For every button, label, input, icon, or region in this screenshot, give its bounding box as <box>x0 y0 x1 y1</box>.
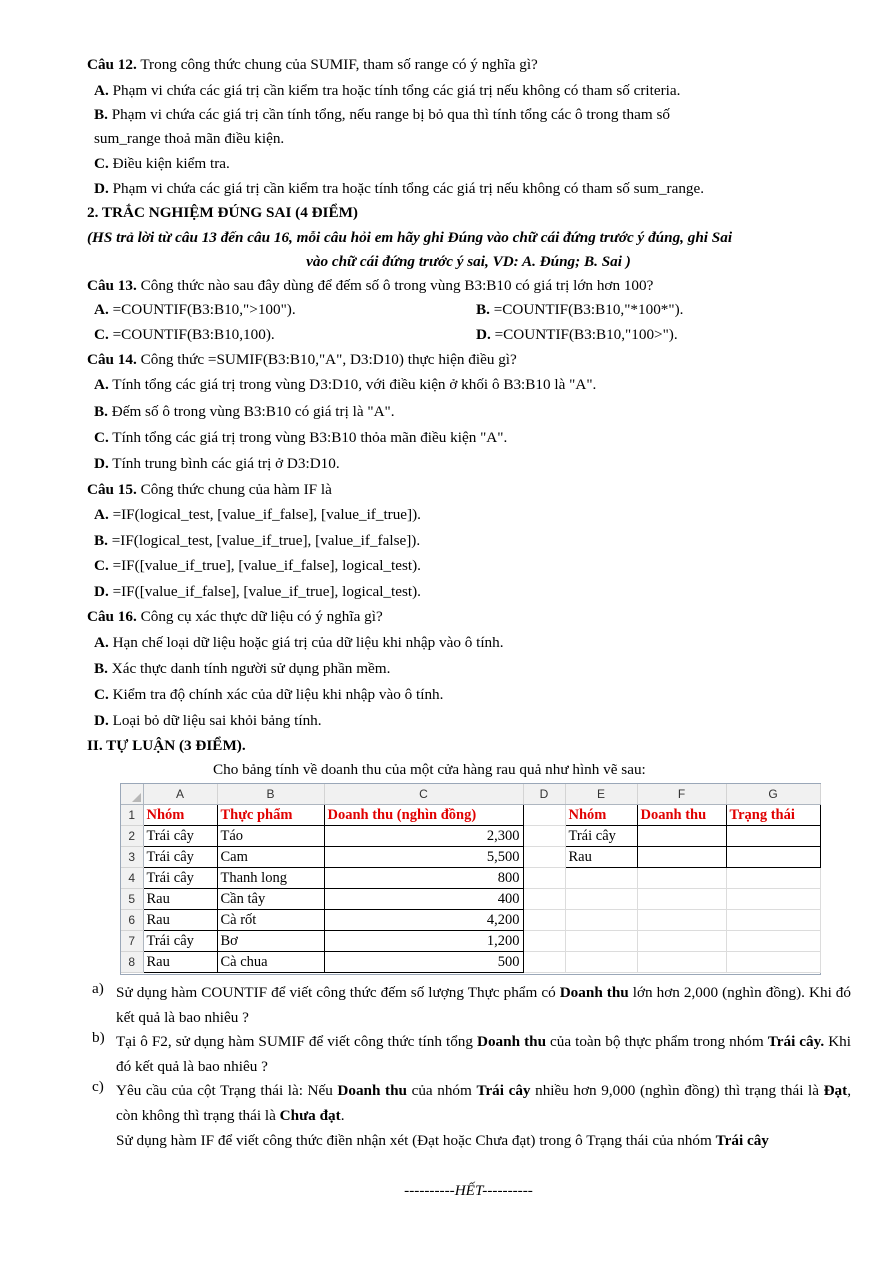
cell-c2[interactable]: 2,300 <box>324 826 523 847</box>
cell-a5[interactable]: Rau <box>143 889 217 910</box>
task-b-text: Tại ô F2, sử dụng hàm SUMIF để viết công thức tính tổng Doanh thu của toàn bộ thực phẩm trong nhóm Trái cây. Khi đó kết quả là bao nhiêu ? <box>116 1033 851 1075</box>
cell-g5[interactable] <box>726 889 820 910</box>
cell-b2[interactable]: Táo <box>217 826 324 847</box>
cell-f2[interactable] <box>637 826 726 847</box>
q16-option-d: D. Loại bỏ dữ liệu sai khỏi bảng tính. <box>94 712 322 729</box>
section-2-title: 2. TRẮC NGHIỆM ĐÚNG SAI (4 ĐIỂM) <box>87 204 358 221</box>
cell-b3[interactable]: Cam <box>217 847 324 868</box>
cell-g4[interactable] <box>726 868 820 889</box>
row-header[interactable]: 6 <box>121 910 143 931</box>
cell-e8[interactable] <box>565 952 637 973</box>
cell-a6[interactable]: Rau <box>143 910 217 931</box>
table-row <box>121 868 820 889</box>
cell-d8[interactable] <box>523 952 565 973</box>
task-c-text: Yêu cầu của cột Trạng thái là: Nếu Doanh thu của nhóm Trái cây nhiều hơn 9,000 (nghìn đồng) thì trạng thái là Đạt, còn không thì trạng thái là Chưa đạt. <box>116 1082 851 1124</box>
column-header-row <box>121 784 820 805</box>
task-a-label: a) <box>92 980 104 997</box>
cell-d3[interactable] <box>523 847 565 868</box>
cell-c3[interactable]: 5,500 <box>324 847 523 868</box>
question-15: Câu 15. Công thức chung của hàm IF là <box>87 481 332 498</box>
cell-g3[interactable] <box>726 847 820 868</box>
cell-a7[interactable]: Trái cây <box>143 931 217 952</box>
cell-b5[interactable]: Cần tây <box>217 889 324 910</box>
cell-d4[interactable] <box>523 868 565 889</box>
q15-option-d: D. =IF([value_if_false], [value_if_true], logical_test). <box>94 583 421 600</box>
cell-d1[interactable] <box>523 805 565 826</box>
cell-g2[interactable] <box>726 826 820 847</box>
question-13: Câu 13. Công thức nào sau đây dùng để đếm số ô trong vùng B3:B10 có giá trị lớn hơn 100? <box>87 277 654 294</box>
part-2-title: II. TỰ LUẬN (3 ĐIỂM). <box>87 737 246 754</box>
task-a-text: Sử dụng hàm COUNTIF để viết công thức đếm số lượng Thực phẩm có Doanh thu lớn hơn 2,000 (nghìn đồng). Khi đó kết quả là bao nhiêu ? <box>116 984 851 1026</box>
cell-c4[interactable]: 800 <box>324 868 523 889</box>
row-header[interactable]: 4 <box>121 868 143 889</box>
q12-option-b-cont: sum_range thoả mãn điều kiện. <box>94 130 285 147</box>
q12-option-b: B. Phạm vi chứa các giá trị cần tính tổng, nếu range bị bỏ qua thì tính tổng các ô trong tham số <box>94 106 670 123</box>
cell-g1[interactable]: Trạng thái <box>726 805 820 826</box>
question-12-text: Trong công thức chung của SUMIF, tham số range có ý nghĩa gì? <box>136 56 538 73</box>
row-header[interactable]: 5 <box>121 889 143 910</box>
row-header[interactable]: 2 <box>121 826 143 847</box>
q14-option-d: D. Tính trung bình các giá trị ở D3:D10. <box>94 455 340 472</box>
q15-option-c: C. =IF([value_if_true], [value_if_false], logical_test). <box>94 557 421 574</box>
column-header-g[interactable]: G <box>726 784 820 805</box>
cell-g8[interactable] <box>726 952 820 973</box>
cell-c5[interactable]: 400 <box>324 889 523 910</box>
cell-b4[interactable]: Thanh long <box>217 868 324 889</box>
end-marker: ----------HẾT---------- <box>404 1182 533 1199</box>
cell-c8[interactable]: 500 <box>324 952 523 973</box>
cell-f5[interactable] <box>637 889 726 910</box>
q12-option-d: D. Phạm vi chứa các giá trị cần kiểm tra hoặc tính tổng các giá trị nếu không có tham số sum_range. <box>94 180 705 197</box>
table-row <box>121 910 820 931</box>
cell-g6[interactable] <box>726 910 820 931</box>
q13-option-d: D. =COUNTIF(B3:B10,"100>"). <box>476 326 678 343</box>
q15-option-a: A. =IF(logical_test, [value_if_false], [value_if_true]). <box>94 506 421 523</box>
cell-a3[interactable]: Trái cây <box>143 847 217 868</box>
question-12 <box>87 56 538 74</box>
q14-option-c: C. Tính tổng các giá trị trong vùng B3:B10 thỏa mãn điều kiện "A". <box>94 429 508 446</box>
cell-f3[interactable] <box>637 847 726 868</box>
section-2-note-line2: vào chữ cái đứng trước ý sai, VD: A. Đúng; B. Sai ) <box>306 253 631 270</box>
q14-option-b: B. Đếm số ô trong vùng B3:B10 có giá trị là "A". <box>94 403 395 420</box>
table-row <box>121 805 820 826</box>
cell-d5[interactable] <box>523 889 565 910</box>
spreadsheet-image <box>120 783 821 975</box>
cell-c1[interactable]: Doanh thu (nghìn đồng) <box>324 805 523 826</box>
table-row <box>121 952 820 973</box>
cell-e4[interactable] <box>565 868 637 889</box>
row-header[interactable]: 7 <box>121 931 143 952</box>
q13-option-a: A. =COUNTIF(B3:B10,">100"). <box>94 301 296 318</box>
cell-e1[interactable]: Nhóm <box>565 805 637 826</box>
cell-e3[interactable]: Rau <box>565 847 637 868</box>
cell-a4[interactable]: Trái cây <box>143 868 217 889</box>
cell-a8[interactable]: Rau <box>143 952 217 973</box>
question-14: Câu 14. Công thức =SUMIF(B3:B10,"A", D3:D10) thực hiện điều gì? <box>87 351 517 368</box>
row-header[interactable]: 3 <box>121 847 143 868</box>
q12-option-a: A. Phạm vi chứa các giá trị cần kiểm tra hoặc tính tổng các giá trị nếu không có tham số criteria. <box>94 82 681 99</box>
task-c-label: c) <box>92 1078 104 1095</box>
cell-b1[interactable]: Thực phẩm <box>217 805 324 826</box>
table-row <box>121 931 820 952</box>
q16-option-c: C. Kiểm tra độ chính xác của dữ liệu khi nhập vào ô tính. <box>94 686 444 703</box>
table-row <box>121 889 820 910</box>
column-header-e[interactable]: E <box>565 784 637 805</box>
task-c-text-2: Sử dụng hàm IF để viết công thức điền nhận xét (Đạt hoặc Chưa đạt) trong ô Trạng thái của nhóm Trái cây <box>116 1132 769 1149</box>
cell-d7[interactable] <box>523 931 565 952</box>
cell-c6[interactable]: 4,200 <box>324 910 523 931</box>
row-header[interactable]: 8 <box>121 952 143 973</box>
q16-option-b: B. Xác thực danh tính người sử dụng phần mềm. <box>94 660 391 677</box>
question-12-title: Câu 12. <box>87 56 137 73</box>
column-header-d[interactable]: D <box>523 784 565 805</box>
question-16: Câu 16. Công cụ xác thực dữ liệu có ý nghĩa gì? <box>87 608 383 625</box>
cell-e2[interactable]: Trái cây <box>565 826 637 847</box>
q15-option-b: B. =IF(logical_test, [value_if_true], [value_if_false]). <box>94 532 421 549</box>
column-header-c[interactable]: C <box>324 784 523 805</box>
cell-a2[interactable]: Trái cây <box>143 826 217 847</box>
table-row <box>121 826 820 847</box>
cell-e7[interactable] <box>565 931 637 952</box>
q13-option-b: B. =COUNTIF(B3:B10,"*100*"). <box>476 301 684 318</box>
cell-g7[interactable] <box>726 931 820 952</box>
cell-f1[interactable]: Doanh thu <box>637 805 726 826</box>
cell-b8[interactable]: Cà chua <box>217 952 324 973</box>
q16-option-a: A. Hạn chế loại dữ liệu hoặc giá trị của dữ liệu khi nhập vào ô tính. <box>94 634 504 651</box>
section-2-note-line1: (HS trả lời từ câu 13 đến câu 16, mỗi câu hỏi em hãy ghi Đúng vào chữ cái đứng trước ý đúng, ghi Sai <box>87 229 733 246</box>
cell-e5[interactable] <box>565 889 637 910</box>
q13-option-c: C. =COUNTIF(B3:B10,100). <box>94 326 275 343</box>
column-header-f[interactable]: F <box>637 784 726 805</box>
q14-option-a: A. Tính tổng các giá trị trong vùng D3:D10, với điều kiện ở khối ô B3:B10 là "A". <box>94 376 597 393</box>
cell-f4[interactable] <box>637 868 726 889</box>
select-all-corner[interactable] <box>121 784 143 805</box>
cell-f6[interactable] <box>637 910 726 931</box>
cell-d2[interactable] <box>523 826 565 847</box>
part-2-intro: Cho bảng tính về doanh thu của một cửa hàng rau quả như hình vẽ sau: <box>213 761 646 778</box>
row-header[interactable]: 1 <box>121 805 143 826</box>
spreadsheet-table <box>121 784 821 973</box>
q12-option-c: C. Điều kiện kiểm tra. <box>94 155 230 172</box>
cell-b6[interactable]: Cà rốt <box>217 910 324 931</box>
cell-b7[interactable]: Bơ <box>217 931 324 952</box>
table-row <box>121 847 820 868</box>
cell-e6[interactable] <box>565 910 637 931</box>
cell-c7[interactable]: 1,200 <box>324 931 523 952</box>
cell-a1[interactable]: Nhóm <box>143 805 217 826</box>
task-b-label: b) <box>92 1029 105 1046</box>
cell-f8[interactable] <box>637 952 726 973</box>
cell-d6[interactable] <box>523 910 565 931</box>
column-header-b[interactable]: B <box>217 784 324 805</box>
cell-f7[interactable] <box>637 931 726 952</box>
column-header-a[interactable]: A <box>143 784 217 805</box>
